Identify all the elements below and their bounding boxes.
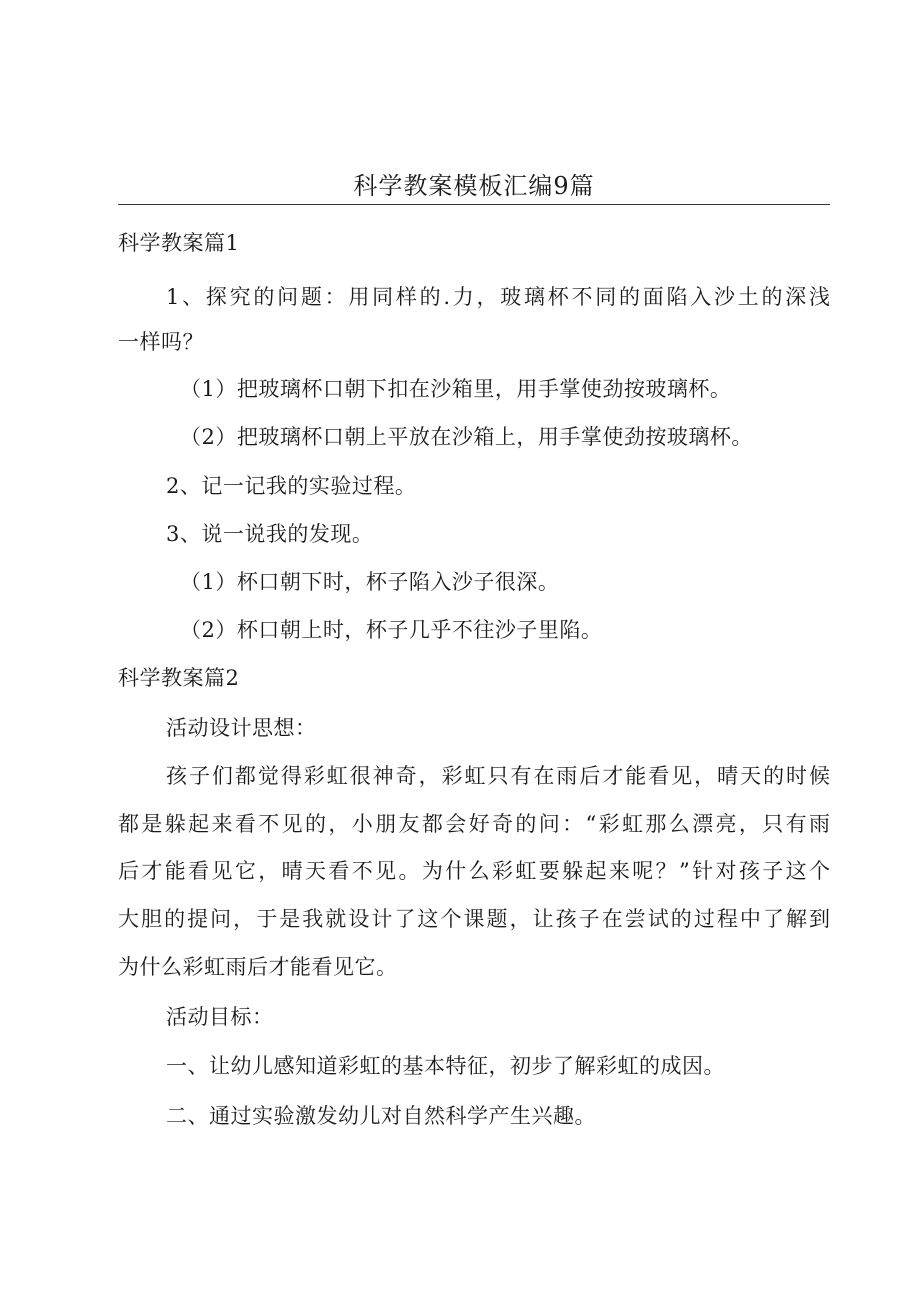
section-heading-1: 科学教案篇1 xyxy=(118,231,240,255)
list-item: （2）杯口朝上时，杯子几乎不往沙子里陷。 xyxy=(180,618,603,642)
paragraph-line: 1、探究的问题：用同样的.力，玻璃杯不同的面陷入沙土的深浅 xyxy=(166,285,830,309)
subheading: 活动设计思想： xyxy=(166,716,317,740)
paragraph-line: 都是躲起来看不见的，小朋友都会好奇的问：“彩虹那么漂亮，只有雨 xyxy=(118,812,830,836)
paragraph-line: 一样吗？ xyxy=(118,330,204,354)
list-item: 一、让幼儿感知道彩虹的基本特征，初步了解彩虹的成因。 xyxy=(166,1054,725,1078)
paragraph-line: 后才能看见它，晴天看不见。为什么彩虹要躲起来呢？”针对孩子这个 xyxy=(118,859,830,883)
title-divider xyxy=(118,204,830,205)
subheading: 活动目标： xyxy=(166,1005,274,1029)
paragraph-line: 大胆的提问，于是我就设计了这个课题，让孩子在尝试的过程中了解到 xyxy=(118,907,830,931)
section-heading-2: 科学教案篇2 xyxy=(118,666,240,690)
list-item: 二、通过实验激发幼儿对自然科学产生兴趣。 xyxy=(166,1104,596,1128)
list-item: 2、记一记我的实验过程。 xyxy=(166,474,417,498)
paragraph-line: 孩子们都觉得彩虹很神奇，彩虹只有在雨后才能看见，晴天的时候 xyxy=(166,764,830,788)
list-item: 3、说一说我的发现。 xyxy=(166,522,374,546)
list-item: （2）把玻璃杯口朝上平放在沙箱上，用手掌使劲按玻璃杯。 xyxy=(180,425,753,449)
list-item: （1）把玻璃杯口朝下扣在沙箱里，用手掌使劲按玻璃杯。 xyxy=(180,377,732,401)
list-item: （1）杯口朝下时，杯子陷入沙子很深。 xyxy=(180,570,560,594)
document-title: 科学教案模板汇编9篇 xyxy=(353,172,595,200)
paragraph-line: 为什么彩虹雨后才能看见它。 xyxy=(118,955,398,979)
